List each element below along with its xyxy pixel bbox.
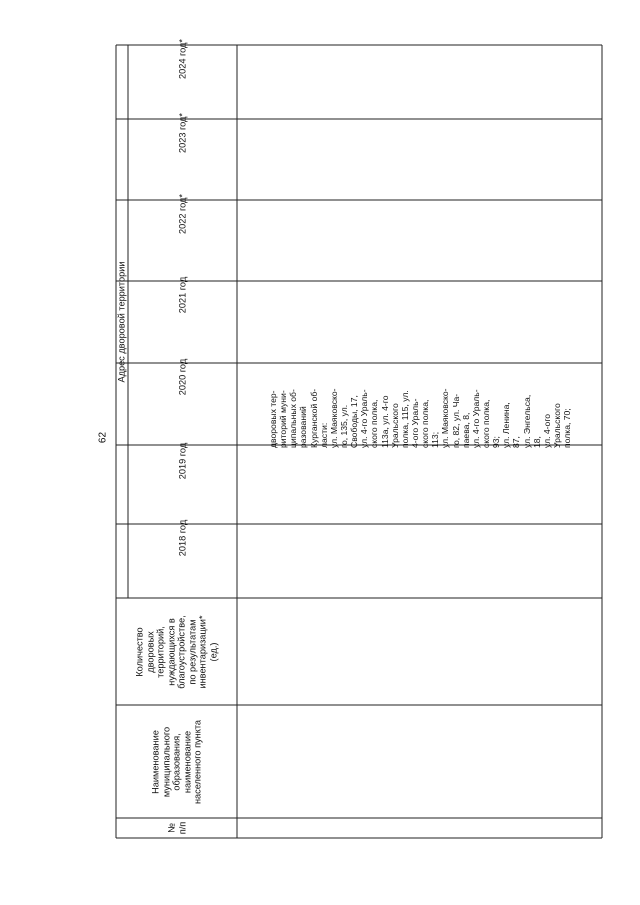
year-label: 2018 год [177, 519, 188, 557]
header-territory-count [116, 598, 237, 705]
header-address-group-label: Адрес дворовой территории [116, 260, 127, 383]
header-year-2019 [128, 442, 237, 524]
header-number-label: № п/п [165, 821, 187, 835]
header-number [116, 818, 237, 838]
header-municipality-label: Наименование муниципального образования, наименование населенного пункта [150, 719, 203, 804]
year-label: 2019 год [177, 442, 188, 480]
header-year-2018 [128, 519, 237, 598]
year-label: 2024 год* [177, 39, 188, 79]
header-territory-count-label: Количество дворовых территорий, нуждающихся в благоустройстве, по результатам инвентаризации* (ед.) [134, 614, 219, 689]
header-year-2023 [128, 113, 237, 200]
page-number: 62 [97, 431, 109, 444]
year-label: 2021 год [177, 276, 188, 314]
address-text-2020: дворовых тер- риторий муни- ципальных об- разований Курганской об- ласти: ул. Маяковско- го, 135, ул. Свободы, 17, ул. 4-го Ураль- ского полка, 113а, ул. 4-го Уральского полка, 115, ул. 4-ого Ураль- ского полка, 113; ул. Маяковско- го, 82, ул. Ча- паева, 8, ул. 4-го Ураль- ского полка, 93; ул. Ленина, 87, ул. Энгельса, 18, ул. 4-ого Уральского полка, 70; [267, 388, 572, 448]
year-label: 2022 год* [177, 194, 188, 234]
year-label: 2020 год [177, 358, 188, 396]
address-cell-2020 [237, 363, 602, 448]
year-label: 2023 год* [177, 113, 188, 153]
header-year-2024 [128, 39, 237, 119]
header-year-2022 [128, 194, 237, 281]
header-address-group [116, 45, 128, 598]
header-year-2021 [128, 276, 237, 363]
header-municipality-name [116, 705, 237, 818]
header-year-2020 [128, 358, 237, 445]
